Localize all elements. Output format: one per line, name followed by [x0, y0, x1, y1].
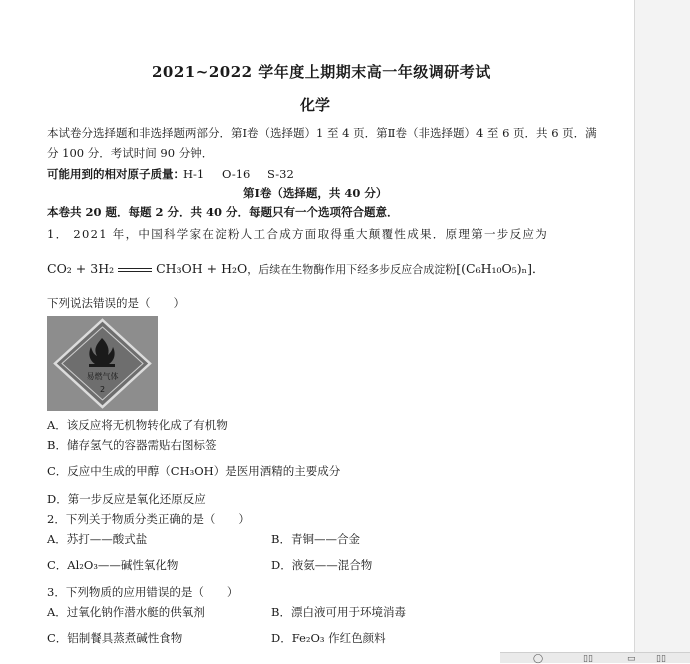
- single-page-view-icon[interactable]: ▭: [627, 654, 636, 664]
- q3-option-d: D．Fe₂O₃ 作红色颜料: [271, 631, 386, 645]
- q1-starch-formula: [(C₆H₁₀O₅)ₙ]．: [456, 261, 545, 276]
- q1-option-b: B．储存氢气的容器需贴右图标签: [47, 438, 217, 452]
- hazard-label-text: 易燃气体: [86, 372, 119, 381]
- q1-stem-line-1: 1． 2021 年，中国科学家在淀粉人工合成方面取得重大颠覆性成果．原理第一步反应为: [47, 227, 548, 241]
- two-page-view-icon[interactable]: ▯▯: [583, 654, 593, 664]
- atomic-mass-o: O-16: [222, 167, 251, 181]
- section-note: 本卷共 20 题．每题 2 分．共 40 分．每题只有一个选项符合题意．: [47, 205, 399, 219]
- q2-stem: 2．下列关于物质分类正确的是（ ）: [47, 512, 250, 526]
- q1-equation-right: CH₃OH + H₂O: [156, 261, 248, 276]
- atomic-mass-s: S-32: [267, 167, 294, 181]
- flammable-gas-label-image: [47, 316, 158, 411]
- exam-title: 2021~2022 学年度上期期末高一年级调研考试: [152, 63, 491, 81]
- q1-option-c: C．反应中生成的甲醇（CH₃OH）是医用酒精的主要成分: [47, 464, 341, 478]
- q3-option-b: B．漂白液可用于环境消毒: [271, 605, 406, 619]
- q3-stem: 3．下列物质的应用错误的是（ ）: [47, 585, 239, 599]
- zoom-circle-icon[interactable]: ◯: [533, 654, 544, 664]
- atomic-mass-h: H-1: [183, 167, 205, 181]
- intro-line-2: 分 100 分．考试时间 90 分钟．: [47, 146, 214, 160]
- viewer-scroll-gutter[interactable]: [634, 0, 690, 662]
- q1-option-a: A．该反应将无机物转化成了有机物: [47, 418, 228, 432]
- section-title: 第Ⅰ卷（选择题，共 40 分）: [243, 186, 388, 200]
- q2-option-c: C．Al₂O₃——碱性氧化物: [47, 558, 179, 572]
- q3-option-c: C．铝制餐具蒸煮碱性食物: [47, 631, 183, 645]
- q1-equation-left: CO₂ + 3H₂: [47, 261, 115, 276]
- q2-option-a: A．苏打——酸式盐: [47, 532, 148, 546]
- q2-option-d: D．液氨——混合物: [271, 558, 373, 572]
- q1-prompt: 下列说法错误的是（ ）: [47, 296, 185, 310]
- q2-option-b: B．青铜——合金: [271, 532, 360, 546]
- q1-equation: [47, 261, 544, 278]
- subject-title: 化学: [300, 96, 331, 114]
- atomic-mass-label: 可能用到的相对原子质量：: [47, 167, 185, 181]
- equals-sign-icon: [118, 265, 152, 275]
- q1-equation-tail: ，后续在生物酶作用下经多步反应合成淀粉: [247, 263, 457, 276]
- hazard-label-number: 2: [99, 385, 106, 394]
- q1-option-d: D．第一步反应是氧化还原反应: [47, 492, 206, 506]
- flammable-gas-diamond-icon: [47, 316, 158, 411]
- book-view-icon[interactable]: ▯▯: [656, 654, 666, 664]
- intro-line-1: 本试卷分选择题和非选择题两部分．第Ⅰ卷（选择题）1 至 4 页．第Ⅱ卷（非选择题）4 至 6 页．共 6 页．满: [47, 126, 597, 140]
- q3-option-a: A．过氧化钠作潜水艇的供氧剂: [47, 605, 205, 619]
